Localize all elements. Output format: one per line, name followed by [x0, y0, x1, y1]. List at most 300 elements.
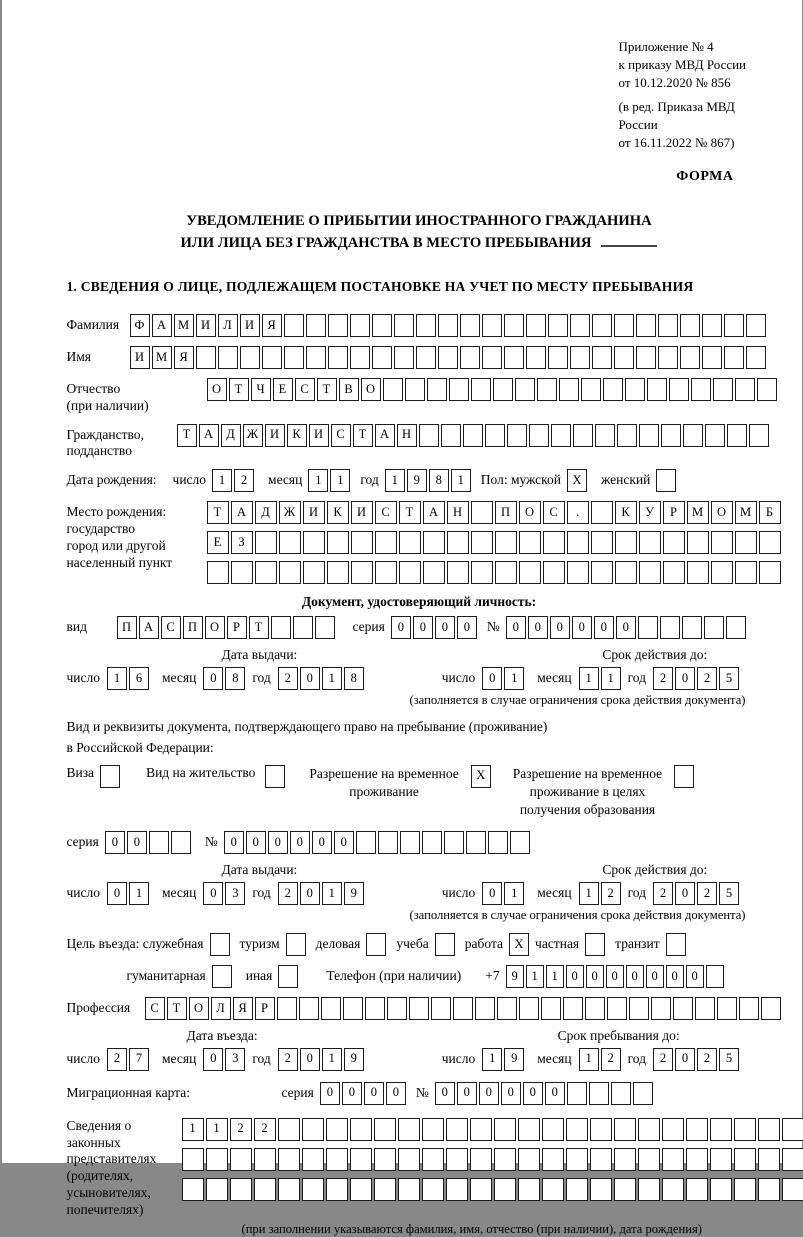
cell-box[interactable]: [254, 1148, 276, 1171]
cell-box[interactable]: 1: [601, 667, 621, 690]
cell-box[interactable]: [218, 346, 238, 369]
cell-box[interactable]: [782, 1178, 803, 1201]
cell-box[interactable]: 2: [601, 882, 621, 905]
cell-box[interactable]: 0: [566, 965, 584, 988]
cell-box[interactable]: 7: [129, 1048, 149, 1071]
cell-box[interactable]: С: [145, 997, 165, 1020]
cell-box[interactable]: [647, 378, 667, 401]
cell-box[interactable]: [639, 424, 659, 447]
cell-box[interactable]: О: [519, 501, 541, 524]
cell-box[interactable]: [374, 1118, 396, 1141]
cell-box[interactable]: [542, 1178, 564, 1201]
cell-box[interactable]: 0: [320, 1082, 340, 1105]
cell-box[interactable]: [284, 314, 304, 337]
cell-box[interactable]: 8: [225, 667, 245, 690]
cell-box[interactable]: [460, 346, 480, 369]
cell-box[interactable]: [206, 1178, 228, 1201]
cell-box[interactable]: [423, 531, 445, 554]
cell-box[interactable]: [493, 378, 513, 401]
cell-box[interactable]: [717, 997, 737, 1020]
cell-box[interactable]: [662, 1148, 684, 1171]
cell-box[interactable]: [519, 531, 541, 554]
cell-box[interactable]: [471, 501, 493, 524]
cell-box[interactable]: 9: [344, 1048, 364, 1071]
cell-box[interactable]: [537, 378, 557, 401]
cell-box[interactable]: [758, 1148, 780, 1171]
cell-box[interactable]: 0: [435, 616, 455, 639]
cell-box[interactable]: [210, 933, 230, 956]
cell-box[interactable]: 0: [107, 882, 127, 905]
cell-box[interactable]: [529, 424, 549, 447]
cell-box[interactable]: В: [339, 378, 359, 401]
cell-box[interactable]: [230, 1178, 252, 1201]
cell-box[interactable]: [482, 346, 502, 369]
cell-box[interactable]: [416, 346, 436, 369]
cell-box[interactable]: [526, 346, 546, 369]
cell-box[interactable]: [739, 997, 759, 1020]
cell-box[interactable]: [422, 831, 442, 854]
cell-box[interactable]: [231, 561, 253, 584]
cell-box[interactable]: [240, 346, 260, 369]
cell-box[interactable]: [757, 378, 777, 401]
cell-box[interactable]: 0: [268, 831, 288, 854]
cell-box[interactable]: [614, 1178, 636, 1201]
cell-box[interactable]: [638, 616, 658, 639]
cell-box[interactable]: [591, 501, 613, 524]
cell-box[interactable]: 1: [579, 667, 599, 690]
cell-box[interactable]: [702, 346, 722, 369]
cell-box[interactable]: [494, 1118, 516, 1141]
cell-box[interactable]: [563, 997, 583, 1020]
cell-box[interactable]: [519, 561, 541, 584]
cell-box[interactable]: [374, 1178, 396, 1201]
cell-box[interactable]: [590, 1148, 612, 1171]
cell-box[interactable]: [366, 933, 386, 956]
cell-box[interactable]: 2: [653, 882, 673, 905]
cell-box[interactable]: [761, 997, 781, 1020]
cell-box[interactable]: 2: [278, 667, 298, 690]
cell-box[interactable]: [686, 1118, 708, 1141]
cell-box[interactable]: [567, 561, 589, 584]
cell-box[interactable]: 0: [666, 965, 684, 988]
cell-box[interactable]: [394, 346, 414, 369]
cell-box[interactable]: [328, 314, 348, 337]
cell-box[interactable]: 1: [579, 1048, 599, 1071]
cell-box[interactable]: 9: [506, 965, 524, 988]
cell-box[interactable]: [350, 314, 370, 337]
cell-box[interactable]: [691, 378, 711, 401]
cell-box[interactable]: [171, 831, 191, 854]
cell-box[interactable]: 1: [385, 469, 405, 492]
cell-box[interactable]: Т: [317, 378, 337, 401]
cell-box[interactable]: [686, 1148, 708, 1171]
cell-box[interactable]: Я: [174, 346, 194, 369]
cell-box[interactable]: [629, 997, 649, 1020]
cell-box[interactable]: [398, 1178, 420, 1201]
cell-box[interactable]: [328, 346, 348, 369]
cell-box[interactable]: [374, 1148, 396, 1171]
cell-box[interactable]: Е: [207, 531, 229, 554]
cell-box[interactable]: П: [117, 616, 137, 639]
cell-box[interactable]: С: [161, 616, 181, 639]
cell-box[interactable]: У: [639, 501, 661, 524]
cell-box[interactable]: [567, 1082, 587, 1105]
cell-box[interactable]: [759, 531, 781, 554]
cell-box[interactable]: 1: [308, 469, 328, 492]
cell-box[interactable]: [607, 997, 627, 1020]
cell-box[interactable]: К: [327, 501, 349, 524]
cell-box[interactable]: [504, 314, 524, 337]
cell-box[interactable]: [350, 1178, 372, 1201]
cell-box[interactable]: [726, 616, 746, 639]
cell-box[interactable]: [658, 346, 678, 369]
cell-box[interactable]: [326, 1118, 348, 1141]
cell-box[interactable]: Л: [218, 314, 238, 337]
cell-box[interactable]: [735, 378, 755, 401]
cell-box[interactable]: Т: [229, 378, 249, 401]
cell-box[interactable]: [573, 424, 593, 447]
cell-box[interactable]: [326, 1148, 348, 1171]
cell-box[interactable]: К: [287, 424, 307, 447]
cell-box[interactable]: С: [295, 378, 315, 401]
cell-box[interactable]: [674, 765, 694, 788]
cell-box[interactable]: [504, 346, 524, 369]
cell-box[interactable]: [278, 965, 298, 988]
cell-box[interactable]: 2: [278, 882, 298, 905]
cell-box[interactable]: [724, 314, 744, 337]
cell-box[interactable]: [592, 346, 612, 369]
cell-box[interactable]: 2: [697, 882, 717, 905]
cell-box[interactable]: Т: [353, 424, 373, 447]
cell-box[interactable]: [706, 965, 724, 988]
cell-box[interactable]: [614, 1148, 636, 1171]
cell-box[interactable]: [299, 997, 319, 1020]
cell-box[interactable]: [321, 997, 341, 1020]
cell-box[interactable]: 0: [626, 965, 644, 988]
cell-box[interactable]: 9: [407, 469, 427, 492]
cell-box[interactable]: 1: [129, 882, 149, 905]
cell-box[interactable]: [758, 1118, 780, 1141]
cell-box[interactable]: 0: [506, 616, 526, 639]
cell-box[interactable]: [387, 997, 407, 1020]
cell-box[interactable]: [518, 1118, 540, 1141]
cell-box[interactable]: 2: [601, 1048, 621, 1071]
cell-box[interactable]: [350, 1148, 372, 1171]
cell-box[interactable]: 0: [686, 965, 704, 988]
cell-box[interactable]: Т: [177, 424, 197, 447]
cell-box[interactable]: 2: [107, 1048, 127, 1071]
cell-box[interactable]: [427, 378, 447, 401]
cell-box[interactable]: [398, 1118, 420, 1141]
cell-box[interactable]: 0: [364, 1082, 384, 1105]
cell-box[interactable]: 0: [586, 965, 604, 988]
cell-box[interactable]: 1: [212, 469, 232, 492]
cell-box[interactable]: [326, 1178, 348, 1201]
cell-box[interactable]: [471, 378, 491, 401]
cell-box[interactable]: Д: [221, 424, 241, 447]
cell-box[interactable]: 0: [203, 882, 223, 905]
cell-box[interactable]: [255, 561, 277, 584]
cell-box[interactable]: 0: [606, 965, 624, 988]
cell-box[interactable]: [365, 997, 385, 1020]
cell-box[interactable]: И: [196, 314, 216, 337]
cell-box[interactable]: [466, 831, 486, 854]
cell-box[interactable]: [651, 997, 671, 1020]
cell-box[interactable]: 1: [451, 469, 471, 492]
cell-box[interactable]: [482, 314, 502, 337]
cell-box[interactable]: [625, 378, 645, 401]
cell-box[interactable]: Ж: [243, 424, 263, 447]
cell-box[interactable]: 1: [579, 882, 599, 905]
cell-box[interactable]: [446, 1118, 468, 1141]
cell-box[interactable]: [262, 346, 282, 369]
cell-box[interactable]: [398, 1148, 420, 1171]
cell-box[interactable]: [488, 831, 508, 854]
cell-box[interactable]: 2: [230, 1118, 252, 1141]
cell-box[interactable]: 0: [545, 1082, 565, 1105]
cell-box[interactable]: [669, 378, 689, 401]
cell-box[interactable]: 0: [482, 882, 502, 905]
cell-box[interactable]: 0: [523, 1082, 543, 1105]
cell-box[interactable]: 0: [528, 616, 548, 639]
cell-box[interactable]: 5: [719, 882, 739, 905]
cell-box[interactable]: X: [567, 469, 587, 492]
cell-box[interactable]: [680, 346, 700, 369]
cell-box[interactable]: Р: [227, 616, 247, 639]
cell-box[interactable]: [471, 561, 493, 584]
cell-box[interactable]: 0: [550, 616, 570, 639]
cell-box[interactable]: [441, 424, 461, 447]
cell-box[interactable]: [633, 1082, 653, 1105]
cell-box[interactable]: 8: [344, 667, 364, 690]
cell-box[interactable]: [595, 424, 615, 447]
cell-box[interactable]: [710, 1148, 732, 1171]
cell-box[interactable]: [383, 378, 403, 401]
cell-box[interactable]: Я: [262, 314, 282, 337]
cell-box[interactable]: 0: [312, 831, 332, 854]
cell-box[interactable]: 0: [300, 1048, 320, 1071]
cell-box[interactable]: [149, 831, 169, 854]
cell-box[interactable]: 1: [322, 1048, 342, 1071]
cell-box[interactable]: [279, 531, 301, 554]
cell-box[interactable]: 0: [482, 667, 502, 690]
cell-box[interactable]: И: [351, 501, 373, 524]
cell-box[interactable]: [591, 561, 613, 584]
cell-box[interactable]: [327, 531, 349, 554]
cell-box[interactable]: [470, 1148, 492, 1171]
cell-box[interactable]: А: [199, 424, 219, 447]
cell-box[interactable]: [495, 531, 517, 554]
cell-box[interactable]: 0: [203, 1048, 223, 1071]
cell-box[interactable]: [592, 314, 612, 337]
cell-box[interactable]: 1: [504, 667, 524, 690]
cell-box[interactable]: [409, 997, 429, 1020]
cell-box[interactable]: 0: [594, 616, 614, 639]
cell-box[interactable]: [447, 561, 469, 584]
cell-box[interactable]: А: [375, 424, 395, 447]
cell-box[interactable]: 0: [435, 1082, 455, 1105]
cell-box[interactable]: [551, 424, 571, 447]
cell-box[interactable]: .: [567, 501, 589, 524]
cell-box[interactable]: 3: [225, 1048, 245, 1071]
cell-box[interactable]: [687, 561, 709, 584]
cell-box[interactable]: 0: [572, 616, 592, 639]
cell-box[interactable]: [782, 1118, 803, 1141]
cell-box[interactable]: [302, 1178, 324, 1201]
cell-box[interactable]: [603, 378, 623, 401]
cell-box[interactable]: [543, 561, 565, 584]
cell-box[interactable]: [543, 531, 565, 554]
cell-box[interactable]: [302, 1118, 324, 1141]
cell-box[interactable]: [639, 561, 661, 584]
cell-box[interactable]: [255, 531, 277, 554]
cell-box[interactable]: [400, 831, 420, 854]
cell-box[interactable]: Ж: [279, 501, 301, 524]
cell-box[interactable]: [746, 314, 766, 337]
cell-box[interactable]: [658, 314, 678, 337]
cell-box[interactable]: Р: [255, 997, 275, 1020]
cell-box[interactable]: [196, 346, 216, 369]
cell-box[interactable]: 2: [278, 1048, 298, 1071]
cell-box[interactable]: [614, 314, 634, 337]
cell-box[interactable]: [423, 561, 445, 584]
cell-box[interactable]: [710, 1118, 732, 1141]
cell-box[interactable]: [327, 561, 349, 584]
cell-box[interactable]: 0: [616, 616, 636, 639]
cell-box[interactable]: О: [207, 378, 227, 401]
cell-box[interactable]: А: [139, 616, 159, 639]
cell-box[interactable]: [590, 1118, 612, 1141]
cell-box[interactable]: [343, 997, 363, 1020]
cell-box[interactable]: [735, 531, 757, 554]
cell-box[interactable]: [758, 1178, 780, 1201]
cell-box[interactable]: [782, 1148, 803, 1171]
cell-box[interactable]: И: [303, 501, 325, 524]
cell-box[interactable]: [682, 616, 702, 639]
cell-box[interactable]: М: [735, 501, 757, 524]
cell-box[interactable]: [673, 997, 693, 1020]
cell-box[interactable]: [293, 616, 313, 639]
cell-box[interactable]: [453, 997, 473, 1020]
cell-box[interactable]: [100, 765, 120, 788]
cell-box[interactable]: [687, 531, 709, 554]
cell-box[interactable]: [660, 616, 680, 639]
cell-box[interactable]: [615, 531, 637, 554]
cell-box[interactable]: [494, 1178, 516, 1201]
cell-box[interactable]: [315, 616, 335, 639]
cell-box[interactable]: [727, 424, 747, 447]
cell-box[interactable]: 0: [290, 831, 310, 854]
cell-box[interactable]: [277, 997, 297, 1020]
cell-box[interactable]: М: [174, 314, 194, 337]
cell-box[interactable]: [570, 314, 590, 337]
cell-box[interactable]: [278, 1178, 300, 1201]
cell-box[interactable]: 9: [344, 882, 364, 905]
cell-box[interactable]: [615, 561, 637, 584]
cell-box[interactable]: 1: [526, 965, 544, 988]
cell-box[interactable]: [567, 531, 589, 554]
cell-box[interactable]: 6: [129, 667, 149, 690]
cell-box[interactable]: [399, 561, 421, 584]
cell-box[interactable]: [724, 346, 744, 369]
cell-box[interactable]: 0: [300, 667, 320, 690]
cell-box[interactable]: [444, 831, 464, 854]
cell-box[interactable]: [611, 1082, 631, 1105]
cell-box[interactable]: [666, 933, 686, 956]
cell-box[interactable]: [639, 531, 661, 554]
cell-box[interactable]: 0: [675, 1048, 695, 1071]
cell-box[interactable]: [372, 314, 392, 337]
cell-box[interactable]: [435, 933, 455, 956]
cell-box[interactable]: С: [543, 501, 565, 524]
cell-box[interactable]: [438, 314, 458, 337]
cell-box[interactable]: З: [231, 531, 253, 554]
cell-box[interactable]: [460, 314, 480, 337]
cell-box[interactable]: Т: [399, 501, 421, 524]
cell-box[interactable]: 0: [334, 831, 354, 854]
cell-box[interactable]: Ч: [251, 378, 271, 401]
cell-box[interactable]: [614, 1118, 636, 1141]
cell-box[interactable]: [375, 561, 397, 584]
cell-box[interactable]: Л: [211, 997, 231, 1020]
cell-box[interactable]: [182, 1178, 204, 1201]
cell-box[interactable]: 1: [322, 882, 342, 905]
cell-box[interactable]: Д: [255, 501, 277, 524]
cell-box[interactable]: 0: [224, 831, 244, 854]
cell-box[interactable]: 2: [254, 1118, 276, 1141]
cell-box[interactable]: [695, 997, 715, 1020]
cell-box[interactable]: [446, 1148, 468, 1171]
cell-box[interactable]: 2: [697, 1048, 717, 1071]
cell-box[interactable]: [734, 1118, 756, 1141]
cell-box[interactable]: [230, 1148, 252, 1171]
cell-box[interactable]: 1: [504, 882, 524, 905]
cell-box[interactable]: П: [495, 501, 517, 524]
cell-box[interactable]: [278, 1118, 300, 1141]
cell-box[interactable]: [416, 314, 436, 337]
cell-box[interactable]: [735, 561, 757, 584]
cell-box[interactable]: [471, 531, 493, 554]
cell-box[interactable]: 0: [457, 1082, 477, 1105]
cell-box[interactable]: 0: [675, 882, 695, 905]
cell-box[interactable]: 0: [675, 667, 695, 690]
cell-box[interactable]: Ф: [130, 314, 150, 337]
cell-box[interactable]: [286, 933, 306, 956]
cell-box[interactable]: П: [183, 616, 203, 639]
cell-box[interactable]: [704, 616, 724, 639]
cell-box[interactable]: [617, 424, 637, 447]
cell-box[interactable]: К: [615, 501, 637, 524]
cell-box[interactable]: [591, 531, 613, 554]
cell-box[interactable]: 1: [182, 1118, 204, 1141]
cell-box[interactable]: 0: [342, 1082, 362, 1105]
cell-box[interactable]: [306, 314, 326, 337]
cell-box[interactable]: [705, 424, 725, 447]
cell-box[interactable]: [734, 1178, 756, 1201]
cell-box[interactable]: [638, 1178, 660, 1201]
cell-box[interactable]: Н: [447, 501, 469, 524]
cell-box[interactable]: [711, 531, 733, 554]
cell-box[interactable]: [422, 1178, 444, 1201]
cell-box[interactable]: [271, 616, 291, 639]
cell-box[interactable]: [475, 997, 495, 1020]
cell-box[interactable]: [470, 1178, 492, 1201]
cell-box[interactable]: [713, 378, 733, 401]
cell-box[interactable]: И: [309, 424, 329, 447]
cell-box[interactable]: О: [711, 501, 733, 524]
cell-box[interactable]: [278, 1148, 300, 1171]
cell-box[interactable]: [749, 424, 769, 447]
